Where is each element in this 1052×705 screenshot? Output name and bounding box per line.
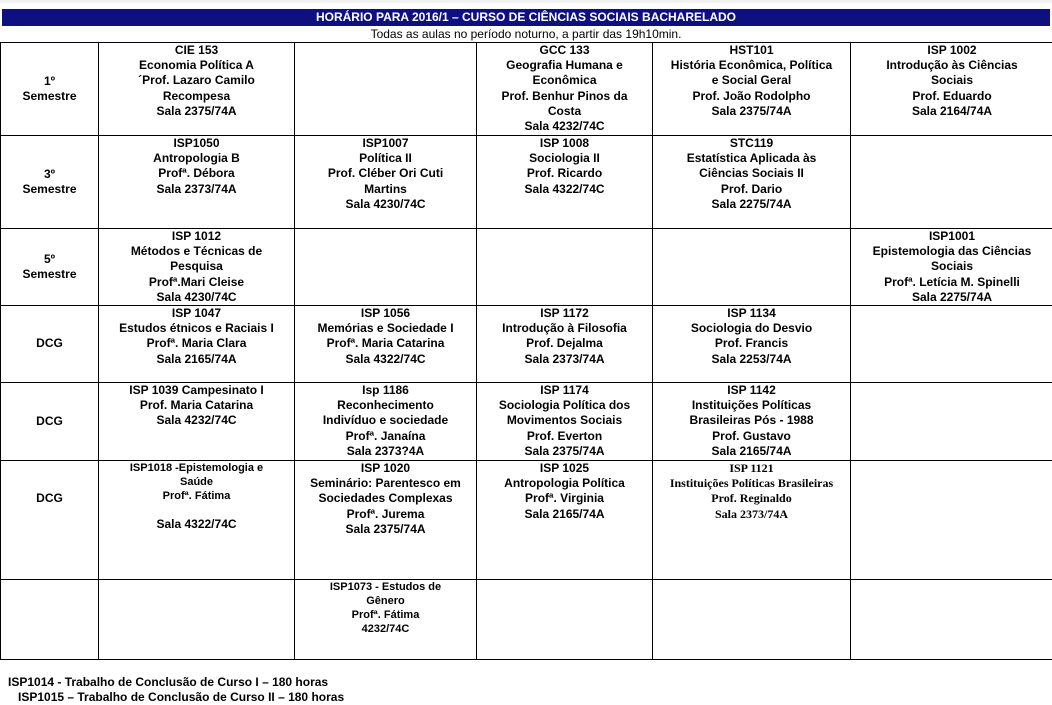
course-cell bbox=[295, 580, 477, 660]
course-code: ISP 1121 bbox=[729, 461, 774, 476]
schedule-row-5 bbox=[1, 383, 1052, 461]
course-professor: Profª. Maria Catarina bbox=[326, 336, 445, 351]
schedule-row-1 bbox=[1, 43, 1052, 136]
course-name: Antropologia B bbox=[153, 151, 240, 166]
course-cell bbox=[653, 43, 851, 136]
course-room: Sala 2253/74A bbox=[711, 351, 792, 366]
footer-note: ISP1015 – Trabalho de Conclusão de Curso II – 180 horas bbox=[18, 690, 345, 704]
course-name: Estudos étnicos e Raciais I bbox=[119, 321, 274, 336]
schedule-row-4 bbox=[1, 306, 1052, 383]
course-room: Sala 2375/74A bbox=[345, 521, 426, 536]
course-room: Sala 2165/74A bbox=[156, 351, 237, 366]
top-rule bbox=[0, 0, 1052, 3]
row-label-line: DCG bbox=[36, 336, 63, 351]
course-professor: Prof. Dejalma bbox=[526, 336, 603, 351]
course-name: Instituições Políticas bbox=[691, 398, 812, 413]
course-professor: Prof. Cléber Ori Cuti bbox=[327, 166, 444, 181]
course-room: Sala 4232/74C bbox=[524, 119, 605, 134]
course-code: ISP1001 bbox=[928, 229, 976, 243]
course-cell bbox=[653, 136, 851, 229]
course-name: Sociais bbox=[930, 259, 974, 274]
course-code: ISP 1142 bbox=[727, 383, 776, 398]
course-code: ISP 1012 bbox=[171, 229, 222, 243]
course-cell bbox=[99, 306, 295, 383]
row-label-line: DCG bbox=[36, 491, 63, 506]
course-room: Sala 2165/74A bbox=[524, 506, 605, 521]
course-name: Econômica bbox=[532, 73, 597, 88]
course-cell bbox=[99, 229, 295, 306]
course-professor: Prof. Maria Catarina bbox=[139, 398, 254, 413]
row-label bbox=[1, 461, 99, 580]
course-professor: Prof. Gustavo bbox=[712, 428, 791, 443]
course-name: Reconhecimento bbox=[337, 398, 434, 413]
course-name: Sociais bbox=[930, 73, 974, 88]
course-room: Sala 4322/74C bbox=[524, 181, 605, 196]
course-name: Estatística Aplicada às bbox=[686, 151, 817, 166]
course-room: Sala 2275/74A bbox=[711, 196, 792, 211]
course-name: História Econômica, Política bbox=[670, 58, 833, 73]
row-label-line: DCG bbox=[36, 413, 63, 428]
course-name: Sociologia Política dos bbox=[498, 398, 631, 413]
course-room: Sala 4322/74C bbox=[345, 351, 426, 366]
course-cell bbox=[477, 383, 653, 461]
course-room: Sala 4230/74C bbox=[345, 196, 426, 211]
course-cell bbox=[477, 136, 653, 229]
course-professor: Prof. Benhur Pinos da bbox=[501, 88, 628, 103]
course-professor: Prof. Dario bbox=[720, 181, 783, 196]
schedule-row-7 bbox=[1, 580, 1052, 660]
course-code: ISP 1039 Campesinato I bbox=[129, 383, 264, 398]
empty-cell bbox=[99, 580, 295, 660]
course-professor: Recompesa bbox=[162, 88, 231, 103]
course-room: Sala 2164/74A bbox=[911, 103, 993, 118]
course-cell bbox=[851, 43, 1052, 136]
course-code: HST101 bbox=[729, 43, 774, 57]
course-code: ISP 1047 bbox=[171, 306, 222, 321]
empty-cell bbox=[477, 229, 653, 306]
course-professor: Prof. Francis bbox=[714, 336, 789, 351]
course-name: Gênero bbox=[366, 595, 405, 608]
course-name: Brasileiras Pós - 1988 bbox=[689, 413, 814, 428]
row-label bbox=[1, 306, 99, 383]
row-label bbox=[1, 136, 99, 229]
row-label bbox=[1, 383, 99, 461]
course-code: STC119 bbox=[729, 136, 774, 150]
row-label-line: Semestre bbox=[22, 89, 77, 103]
course-cell bbox=[99, 43, 295, 136]
empty-cell bbox=[851, 306, 1052, 383]
course-professor: Profª. Débora bbox=[158, 166, 235, 181]
course-room: Sala 2375/74A bbox=[711, 103, 792, 118]
course-professor: Prof. Reginaldo bbox=[711, 491, 792, 506]
course-professor: Profª. Jurema bbox=[346, 506, 425, 521]
course-name: Epistemologia das Ciências bbox=[872, 244, 1032, 259]
course-professor: Prof. Ricardo bbox=[526, 166, 603, 181]
course-name: Sociologia do Desvio bbox=[690, 321, 813, 336]
course-cell bbox=[295, 306, 477, 383]
schedule-row-6 bbox=[1, 461, 1052, 580]
course-cell bbox=[477, 43, 653, 136]
course-room: 4232/74C bbox=[361, 623, 410, 636]
page-subtitle: Todas as aulas no período noturno, a partir das 19h10min. bbox=[370, 27, 682, 41]
course-name: Instituições Políticas Brasileiras bbox=[669, 476, 834, 491]
course-name: Antropologia Política bbox=[504, 476, 625, 491]
course-cell bbox=[653, 383, 851, 461]
empty-cell bbox=[851, 383, 1052, 461]
row-label bbox=[1, 43, 99, 136]
row-label-line: 3º bbox=[43, 166, 56, 181]
course-professor: Martins bbox=[364, 181, 407, 196]
empty-cell bbox=[851, 580, 1052, 660]
course-professor: Costa bbox=[547, 103, 582, 118]
empty-cell bbox=[295, 229, 477, 306]
course-name: Ciências Sociais II bbox=[699, 166, 804, 181]
course-room: Sala 2373/74A bbox=[156, 181, 237, 196]
empty-cell bbox=[1, 580, 99, 660]
course-name: Movimentos Sociais bbox=[506, 413, 623, 428]
course-cell bbox=[295, 461, 477, 580]
course-professor: ´Prof. Lazaro Camilo bbox=[138, 73, 255, 88]
course-name: Economia Política A bbox=[139, 58, 254, 73]
course-room: Sala 2373/74A bbox=[524, 351, 605, 366]
course-code: ISP 1174 bbox=[540, 383, 589, 398]
course-code: ISP1018 -Epistemologia e bbox=[129, 462, 264, 475]
course-professor: Profª.Mari Cleise bbox=[148, 274, 245, 289]
course-name: Pesquisa bbox=[170, 259, 223, 274]
course-code: ISP1073 - Estudos de bbox=[329, 581, 442, 594]
course-code: ISP 1172 bbox=[540, 306, 589, 321]
course-code: Isp 1186 bbox=[362, 383, 409, 398]
course-name: Sociologia II bbox=[529, 151, 600, 166]
empty-cell bbox=[851, 461, 1052, 580]
footer-note: ISP1014 - Trabalho de Conclusão de Curso I – 180 horas bbox=[8, 675, 329, 689]
course-professor: Profª. Maria Clara bbox=[146, 336, 247, 351]
course-name: Saúde bbox=[179, 476, 213, 489]
row-label-line: Semestre bbox=[22, 267, 77, 281]
course-name: Sociedades Complexas bbox=[318, 491, 453, 506]
course-name: Indivíduo e sociedade bbox=[322, 413, 449, 428]
course-cell bbox=[295, 136, 477, 229]
empty-cell bbox=[851, 136, 1052, 229]
course-cell bbox=[99, 461, 295, 580]
course-code: ISP 1002 bbox=[927, 43, 977, 57]
course-professor: Prof. Everton bbox=[526, 428, 603, 443]
course-code: ISP 1025 bbox=[539, 461, 590, 476]
course-cell bbox=[99, 136, 295, 229]
course-name: Seminário: Parentesco em bbox=[310, 476, 461, 491]
course-room: Sala 2375/74A bbox=[524, 443, 605, 458]
page-title: HORÁRIO PARA 2016/1 – CURSO DE CIÊNCIAS SOCIAIS BACHARELADO bbox=[2, 9, 1050, 26]
empty-cell bbox=[477, 580, 653, 660]
course-professor: Profª. Letícia M. Spinelli bbox=[884, 274, 1020, 289]
course-professor: Prof. João Rodolpho bbox=[692, 88, 811, 103]
course-name: Introdução à Filosofia bbox=[502, 321, 627, 336]
course-code: ISP 1020 bbox=[360, 461, 411, 476]
course-cell bbox=[851, 229, 1052, 306]
course-room: Sala 2275/74A bbox=[911, 289, 993, 304]
course-professor: Profª. Fátima bbox=[351, 609, 420, 622]
course-name: Geografia Humana e bbox=[506, 58, 623, 73]
course-room: Sala 4232/74C bbox=[156, 413, 237, 428]
course-room: Sala 4322/74C bbox=[156, 517, 237, 532]
course-cell bbox=[295, 383, 477, 461]
course-room: Sala 2373/74A bbox=[714, 506, 788, 521]
course-cell bbox=[477, 461, 653, 580]
course-professor: Profª. Virginia bbox=[525, 491, 604, 506]
row-label-line: 1º bbox=[43, 73, 56, 88]
course-name: e Social Geral bbox=[711, 73, 792, 88]
empty-cell bbox=[653, 229, 851, 306]
course-professor: Profª. Janaína bbox=[345, 428, 426, 443]
empty-cell bbox=[295, 43, 477, 136]
blank-line bbox=[101, 503, 292, 517]
course-room: Sala 2165/74A bbox=[711, 443, 792, 458]
course-cell bbox=[653, 306, 851, 383]
course-code: GCC 133 bbox=[539, 43, 590, 57]
course-room: Sala 4230/74C bbox=[156, 289, 237, 304]
course-code: ISP 1056 bbox=[360, 306, 411, 321]
row-label-line: 5º bbox=[43, 251, 56, 266]
row-label-line: Semestre bbox=[22, 182, 77, 196]
course-code: ISP 1008 bbox=[539, 136, 590, 150]
course-cell bbox=[653, 461, 851, 580]
course-code: ISP1007 bbox=[362, 136, 409, 150]
course-room: Sala 2375/74A bbox=[156, 103, 237, 118]
course-professor: Profª. Fátima bbox=[162, 490, 231, 503]
course-room: Sala 2373?4A bbox=[346, 443, 425, 458]
course-cell bbox=[477, 306, 653, 383]
empty-cell bbox=[653, 580, 851, 660]
course-professor: Prof. Eduardo bbox=[912, 88, 992, 103]
schedule-row-3 bbox=[1, 229, 1052, 306]
course-name: Política II bbox=[359, 151, 412, 166]
course-cell bbox=[99, 383, 295, 461]
schedule-row-2 bbox=[1, 136, 1052, 229]
course-name: Introdução às Ciências bbox=[886, 58, 1018, 73]
course-code: ISP1050 bbox=[173, 136, 220, 150]
course-code: ISP 1134 bbox=[727, 306, 776, 321]
course-name: Métodos e Técnicas de bbox=[130, 244, 263, 259]
course-name: Memórias e Sociedade I bbox=[317, 321, 454, 336]
course-code: CIE 153 bbox=[174, 43, 219, 57]
schedule-table bbox=[0, 42, 1052, 660]
row-label bbox=[1, 229, 99, 306]
